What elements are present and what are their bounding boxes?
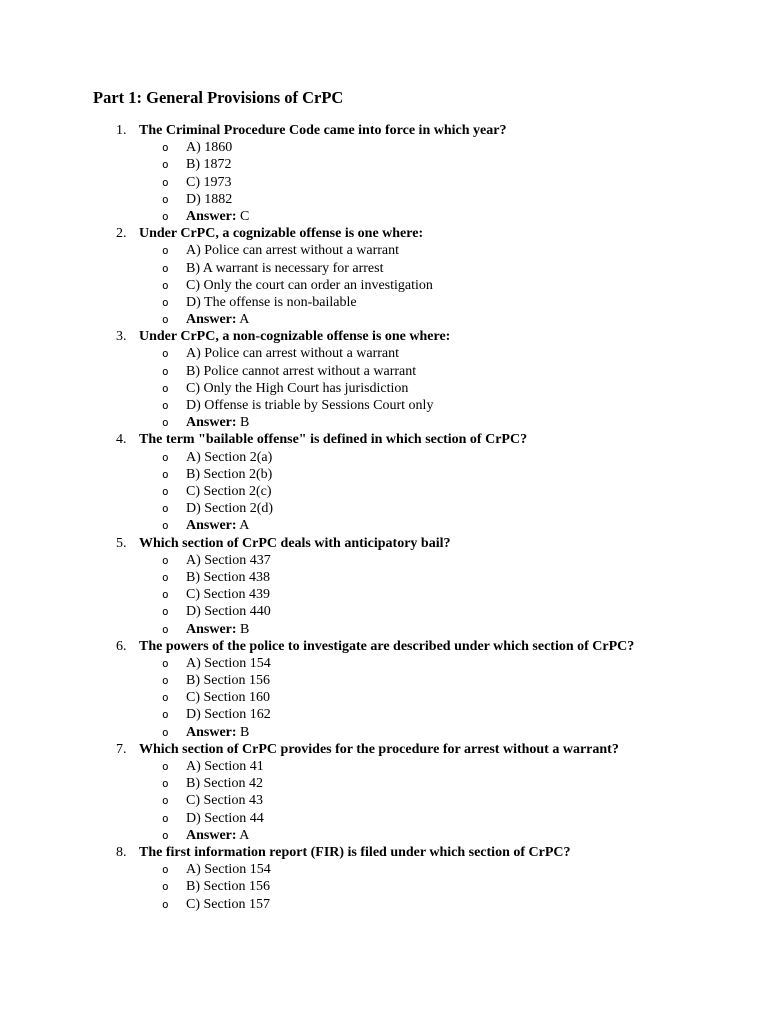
option-text: A) Section 154 <box>186 655 271 671</box>
option-item <box>0 500 768 517</box>
bullet-icon: o <box>162 656 169 670</box>
bullet-icon: o <box>162 570 169 584</box>
question-text: The first information report (FIR) is filed under which section of CrPC? <box>139 844 571 860</box>
answer-item <box>0 827 768 844</box>
question-text: Under CrPC, a cognizable offense is one where: <box>139 226 424 242</box>
option-item <box>0 174 768 191</box>
bullet-icon: o <box>162 502 169 516</box>
option-text: C) Section 160 <box>186 690 270 706</box>
answer-value: B <box>240 621 250 637</box>
question-text: The Criminal Procedure Code came into force in which year? <box>139 123 507 138</box>
question-text: Under CrPC, a non-cognizable offense is one where: <box>139 329 451 345</box>
bullet-icon: o <box>162 295 169 309</box>
bullet-icon: o <box>162 416 169 430</box>
bullet-icon: o <box>162 313 169 327</box>
question-number: 2. <box>116 226 127 242</box>
option-item <box>0 689 768 706</box>
option-item <box>0 466 768 483</box>
answer-label: Answer: <box>186 518 237 534</box>
answer-label: Answer: <box>186 724 237 740</box>
option-text: A) Police can arrest without a warrant <box>186 346 400 362</box>
option-text: D) The offense is non-bailable <box>186 294 357 310</box>
option-text: B) A warrant is necessary for arrest <box>186 260 384 276</box>
option-item <box>0 569 768 586</box>
option-item <box>0 603 768 620</box>
bullet-icon: o <box>162 450 169 464</box>
bullet-icon: o <box>162 141 169 155</box>
answer-label: Answer: <box>186 312 237 328</box>
option-list <box>0 655 768 741</box>
option-text: B) Section 42 <box>186 776 263 792</box>
option-item <box>0 191 768 208</box>
bullet-icon: o <box>162 794 169 808</box>
option-item <box>0 758 768 775</box>
question-text: The powers of the police to investigate are described under which section of CrPC? <box>139 638 635 654</box>
bullet-icon: o <box>162 622 169 636</box>
answer-label: Answer: <box>186 415 237 431</box>
question-item <box>0 741 768 844</box>
bullet-icon: o <box>162 828 169 842</box>
question-number: 5. <box>116 535 127 551</box>
answer-text <box>186 208 249 225</box>
option-text: D) 1882 <box>186 191 233 207</box>
answer-value: B <box>240 415 250 431</box>
option-item <box>0 397 768 414</box>
option-text: C) Section 439 <box>186 587 270 603</box>
answer-item <box>0 208 768 225</box>
question-item <box>0 328 768 431</box>
option-item <box>0 242 768 259</box>
option-list <box>0 758 768 844</box>
option-item <box>0 810 768 827</box>
answer-item <box>0 517 768 534</box>
question-number: 7. <box>116 741 127 757</box>
option-item <box>0 792 768 809</box>
option-text: B) 1872 <box>186 157 232 173</box>
option-item <box>0 552 768 569</box>
bullet-icon: o <box>162 605 169 619</box>
answer-label: Answer: <box>186 621 237 637</box>
answer-text <box>186 311 249 328</box>
option-list <box>0 139 768 225</box>
bullet-icon: o <box>162 467 169 481</box>
option-text: A) Police can arrest without a warrant <box>186 243 400 259</box>
option-item <box>0 586 768 603</box>
answer-text <box>186 517 249 534</box>
option-item <box>0 277 768 294</box>
answer-item <box>0 414 768 431</box>
bullet-icon: o <box>162 863 169 877</box>
option-item <box>0 861 768 878</box>
question-number: 8. <box>116 844 127 860</box>
bullet-icon: o <box>162 192 169 206</box>
question-list <box>0 122 768 913</box>
bullet-icon: o <box>162 278 169 292</box>
option-text: C) Section 2(c) <box>186 484 272 499</box>
question-item <box>0 122 768 225</box>
option-text: C) 1973 <box>186 174 232 190</box>
bullet-icon: o <box>162 708 169 722</box>
option-text: D) Section 44 <box>186 810 264 826</box>
bullet-icon: o <box>162 158 169 172</box>
option-item <box>0 706 768 723</box>
option-item <box>0 483 768 500</box>
bullet-icon: o <box>162 209 169 223</box>
bullet-icon: o <box>162 760 169 774</box>
bullet-icon: o <box>162 725 169 739</box>
option-list <box>0 449 768 535</box>
bullet-icon: o <box>162 244 169 258</box>
bullet-icon: o <box>162 588 169 602</box>
option-list <box>0 345 768 431</box>
option-text: C) Only the court can order an investigation <box>186 277 433 293</box>
option-text: A) Section 2(a) <box>186 449 273 465</box>
option-item <box>0 345 768 362</box>
answer-text <box>186 724 249 741</box>
option-text: B) Section 156 <box>186 879 270 895</box>
option-text: A) Section 437 <box>186 552 271 568</box>
bullet-icon: o <box>162 381 169 395</box>
question-item <box>0 638 768 741</box>
section-heading: Part 1: General Provisions of CrPC <box>93 88 344 107</box>
question-item <box>0 535 768 638</box>
bullet-icon: o <box>162 553 169 567</box>
question-number: 4. <box>116 432 127 448</box>
bullet-icon: o <box>162 261 169 275</box>
option-item <box>0 139 768 156</box>
bullet-icon: o <box>162 897 169 911</box>
question-number: 6. <box>116 638 127 654</box>
bullet-icon: o <box>162 347 169 361</box>
bullet-icon: o <box>162 811 169 825</box>
option-text: C) Section 157 <box>186 896 270 912</box>
option-item <box>0 156 768 173</box>
option-text: D) Section 2(d) <box>186 501 274 517</box>
option-text: C) Section 43 <box>186 793 263 809</box>
option-item <box>0 294 768 311</box>
bullet-icon: o <box>162 674 169 688</box>
question-item <box>0 431 768 534</box>
bullet-icon: o <box>162 777 169 791</box>
bullet-icon: o <box>162 364 169 378</box>
bullet-icon: o <box>162 485 169 498</box>
option-list <box>0 242 768 328</box>
option-item <box>0 363 768 380</box>
option-item <box>0 260 768 277</box>
answer-value: B <box>240 724 250 740</box>
answer-text <box>186 621 249 638</box>
option-item <box>0 878 768 895</box>
option-item <box>0 896 768 913</box>
option-list <box>0 861 768 913</box>
answer-item <box>0 621 768 638</box>
option-text: B) Section 2(b) <box>186 466 273 482</box>
answer-value: A <box>239 518 250 534</box>
bullet-icon: o <box>162 399 169 413</box>
question-text: The term "bailable offense" is defined in which section of CrPC? <box>139 432 528 448</box>
question-text: Which section of CrPC deals with anticipatory bail? <box>139 535 451 551</box>
option-text: B) Police cannot arrest without a warrant <box>186 363 417 379</box>
option-item <box>0 449 768 466</box>
question-text: Which section of CrPC provides for the procedure for arrest without a warrant? <box>139 741 619 757</box>
option-text: D) Section 440 <box>186 604 271 620</box>
question-number: 3. <box>116 329 127 345</box>
option-text: A) 1860 <box>186 140 233 156</box>
option-list <box>0 552 768 638</box>
option-text: D) Section 162 <box>186 707 271 723</box>
option-text: C) Only the High Court has jurisdiction <box>186 380 409 396</box>
option-item <box>0 775 768 792</box>
answer-label: Answer: <box>186 208 237 224</box>
bullet-icon: o <box>162 880 169 894</box>
answer-label: Answer: <box>186 827 237 843</box>
question-number: 1. <box>116 123 127 138</box>
question-item <box>0 225 768 328</box>
question-item <box>0 844 768 913</box>
bullet-icon: o <box>162 519 169 533</box>
option-text: B) Section 438 <box>186 569 270 585</box>
option-text: D) Offense is triable by Sessions Court only <box>186 398 434 414</box>
bullet-icon: o <box>162 691 169 705</box>
option-text: A) Section 154 <box>186 862 271 878</box>
option-text: A) Section 41 <box>186 759 264 775</box>
answer-item <box>0 724 768 741</box>
option-item <box>0 380 768 397</box>
option-item <box>0 655 768 672</box>
bullet-icon: o <box>162 175 169 189</box>
answer-value: A <box>239 827 250 843</box>
answer-item <box>0 311 768 328</box>
answer-value: C <box>240 208 250 224</box>
answer-value: A <box>239 312 250 328</box>
answer-text <box>186 827 249 844</box>
option-item <box>0 672 768 689</box>
answer-text <box>186 414 249 431</box>
option-text: B) Section 156 <box>186 673 270 689</box>
